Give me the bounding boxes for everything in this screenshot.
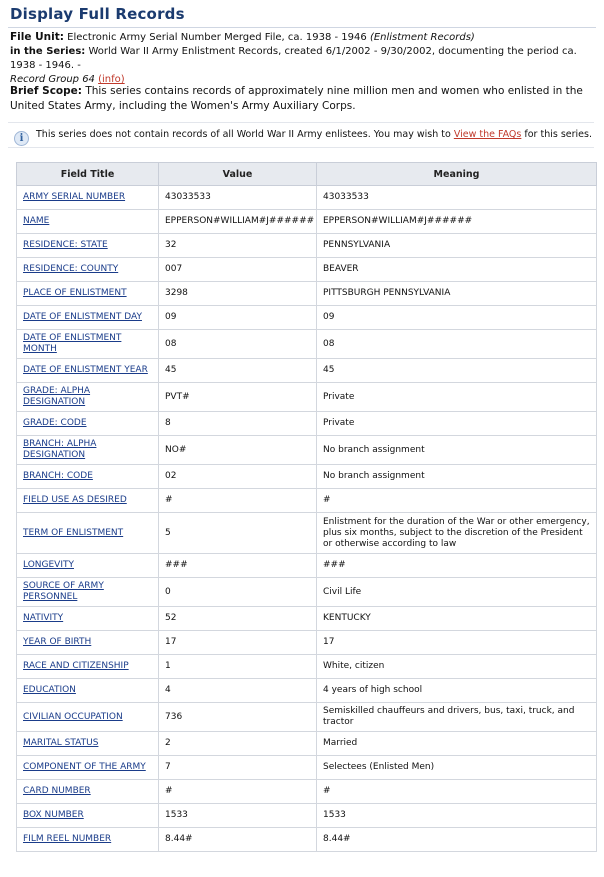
field-title-cell [17,513,159,554]
value-cell: # [159,489,317,513]
table-row [17,732,597,756]
field-title-link[interactable]: NATIVITY [23,613,64,623]
value-cell: # [159,780,317,804]
meaning-cell: 4 years of high school [317,679,597,703]
meaning-cell: Private [317,412,597,436]
field-title-cell [17,756,159,780]
record-group: Record Group 64 [10,74,95,85]
header-meaning: Meaning [317,163,597,186]
value-cell: 5 [159,513,317,554]
series-label: in the Series: [10,46,86,57]
table-row [17,306,597,330]
table-row [17,703,597,732]
field-title-link[interactable]: SOURCE OF ARMY PERSONNEL [23,581,104,602]
field-title-cell [17,828,159,852]
field-title-link[interactable]: DATE OF ENLISTMENT YEAR [23,365,148,375]
field-title-cell [17,412,159,436]
value-cell: NO# [159,436,317,465]
field-title-link[interactable]: BRANCH: CODE [23,471,93,481]
field-title-link[interactable]: FILM REEL NUMBER [23,834,112,844]
meaning-cell: KENTUCKY [317,607,597,631]
page-title: Display Full Records [10,5,185,23]
table-row [17,780,597,804]
field-title-link[interactable]: GRADE: CODE [23,418,87,428]
value-cell: 32 [159,234,317,258]
field-title-cell [17,578,159,607]
value-cell: 2 [159,732,317,756]
table-row [17,234,597,258]
meaning-cell: # [317,489,597,513]
file-unit-label: File Unit: [10,31,64,43]
field-title-cell [17,679,159,703]
field-title-link[interactable]: NAME [23,216,50,226]
meaning-cell: 1533 [317,804,597,828]
field-title-cell [17,330,159,359]
table-row [17,578,597,607]
value-cell: 52 [159,607,317,631]
field-title-cell [17,703,159,732]
meaning-cell: Semiskilled chauffeurs and drivers, bus, taxi, truck, and tractor [317,703,597,732]
field-title-link[interactable]: EDUCATION [23,685,76,695]
field-title-link[interactable]: TERM OF ENLISTMENT [23,527,124,538]
value-cell: 7 [159,756,317,780]
meaning-cell: Selectees (Enlisted Men) [317,756,597,780]
field-title-cell [17,732,159,756]
value-cell: 007 [159,258,317,282]
meaning-cell: Enlistment for the duration of the War or other emergency, plus six months, subject to the discretion of the President or otherwise according to law [317,513,597,554]
value-cell: 8 [159,412,317,436]
field-title-link[interactable]: CARD NUMBER [23,786,91,796]
value-cell: ### [159,554,317,578]
value-cell: 0 [159,578,317,607]
value-cell: 08 [159,330,317,359]
table-row [17,804,597,828]
value-cell: 45 [159,359,317,383]
value-cell: 17 [159,631,317,655]
brief-scope [10,84,590,113]
field-title-cell [17,258,159,282]
table-row [17,607,597,631]
notice-before: This series does not contain records of all World War II Army enlistees. You may wish to [36,129,451,140]
header-value: Value [159,163,317,186]
table-header-row [17,163,597,186]
notice-after: for this series. [524,129,592,140]
table-row [17,412,597,436]
records-table [16,162,597,852]
meaning-cell: White, citizen [317,655,597,679]
info-icon: i [14,131,29,146]
meaning-cell: PITTSBURGH PENNSYLVANIA [317,282,597,306]
field-title-link[interactable]: LONGEVITY [23,560,74,570]
meaning-cell: 8.44# [317,828,597,852]
field-title-cell [17,383,159,412]
field-title-link[interactable]: BRANCH: ALPHA DESIGNATION [23,439,97,460]
series-info-link[interactable]: (info) [98,74,125,85]
field-title-cell [17,465,159,489]
view-faqs-link[interactable]: View the FAQs [453,129,522,140]
record-metadata [10,30,596,87]
field-title-cell [17,554,159,578]
meaning-cell: ### [317,554,597,578]
meaning-cell: Private [317,383,597,412]
brief-scope-text: This series contains records of approximately nine million men and women who enlisted in the United States Army, including the Women's Army Auxiliary Corps. [10,85,583,112]
field-title-cell [17,234,159,258]
value-cell: 4 [159,679,317,703]
field-title-link[interactable]: COMPONENT OF THE ARMY [23,762,146,772]
value-cell: 1533 [159,804,317,828]
field-title-link[interactable]: CIVILIAN OCCUPATION [23,711,123,722]
value-cell: EPPERSON#WILLIAM#J###### [159,210,317,234]
table-row [17,655,597,679]
field-title-cell [17,655,159,679]
table-row [17,359,597,383]
field-title-cell [17,780,159,804]
table-row [17,186,597,210]
value-cell: 02 [159,465,317,489]
brief-scope-label: Brief Scope: [10,85,82,97]
field-title-cell [17,359,159,383]
field-title-link[interactable]: RESIDENCE: STATE [23,240,108,250]
value-cell: 3298 [159,282,317,306]
table-row [17,679,597,703]
table-row [17,282,597,306]
field-title-link[interactable]: DATE OF ENLISTMENT DAY [23,312,142,322]
file-unit-italic: (Enlistment Records) [369,32,475,43]
table-row [17,828,597,852]
field-title-cell [17,186,159,210]
field-title-cell [17,631,159,655]
field-title-link[interactable]: DATE OF ENLISTMENT MONTH [23,333,122,354]
value-cell: 09 [159,306,317,330]
table-row [17,436,597,465]
field-title-cell [17,210,159,234]
field-title-link[interactable]: ARMY SERIAL NUMBER [23,192,126,202]
meaning-cell: 08 [317,330,597,359]
meaning-cell: Married [317,732,597,756]
meaning-cell: No branch assignment [317,436,597,465]
table-row [17,631,597,655]
meaning-cell: 45 [317,359,597,383]
field-title-link[interactable]: RACE AND CITIZENSHIP [23,661,129,671]
table-row [17,383,597,412]
series-text: World War II Army Enlistment Records, created 6/1/2002 - 9/30/2002, documenting the period ca. 1938 - 1946. - [10,46,577,71]
field-title-link[interactable]: YEAR OF BIRTH [23,637,92,647]
table-row [17,465,597,489]
header-field-title: Field Title [17,163,159,186]
field-title-link[interactable]: FIELD USE AS DESIRED [23,495,127,505]
value-cell: 736 [159,703,317,732]
field-title-cell [17,306,159,330]
table-row [17,513,597,554]
table-row [17,756,597,780]
field-title-cell [17,804,159,828]
meaning-cell: 43033533 [317,186,597,210]
field-title-cell [17,436,159,465]
file-unit-line [10,30,596,45]
field-title-link[interactable]: BOX NUMBER [23,810,84,820]
table-row [17,554,597,578]
meaning-cell: # [317,780,597,804]
value-cell: 8.44# [159,828,317,852]
table-row [17,489,597,513]
value-cell: 1 [159,655,317,679]
table-row [17,330,597,359]
title-divider [8,27,596,28]
meaning-cell: PENNSYLVANIA [317,234,597,258]
meaning-cell: Civil Life [317,578,597,607]
table-row [17,258,597,282]
field-title-link[interactable]: MARITAL STATUS [23,738,99,748]
file-unit-text: Electronic Army Serial Number Merged File, ca. 1938 - 1946 [67,32,367,43]
value-cell: 43033533 [159,186,317,210]
value-cell: PVT# [159,383,317,412]
field-title-cell [17,282,159,306]
field-title-link[interactable]: PLACE OF ENLISTMENT [23,288,127,298]
field-title-link[interactable]: GRADE: ALPHA DESIGNATION [23,386,91,407]
meaning-cell: 17 [317,631,597,655]
field-title-cell [17,489,159,513]
series-line [10,45,596,87]
table-row [17,210,597,234]
meaning-cell: EPPERSON#WILLIAM#J###### [317,210,597,234]
meaning-cell: 09 [317,306,597,330]
meaning-cell: BEAVER [317,258,597,282]
field-title-link[interactable]: RESIDENCE: COUNTY [23,264,119,274]
meaning-cell: No branch assignment [317,465,597,489]
field-title-cell [17,607,159,631]
notice-text [36,128,596,141]
series-notice [8,122,594,148]
